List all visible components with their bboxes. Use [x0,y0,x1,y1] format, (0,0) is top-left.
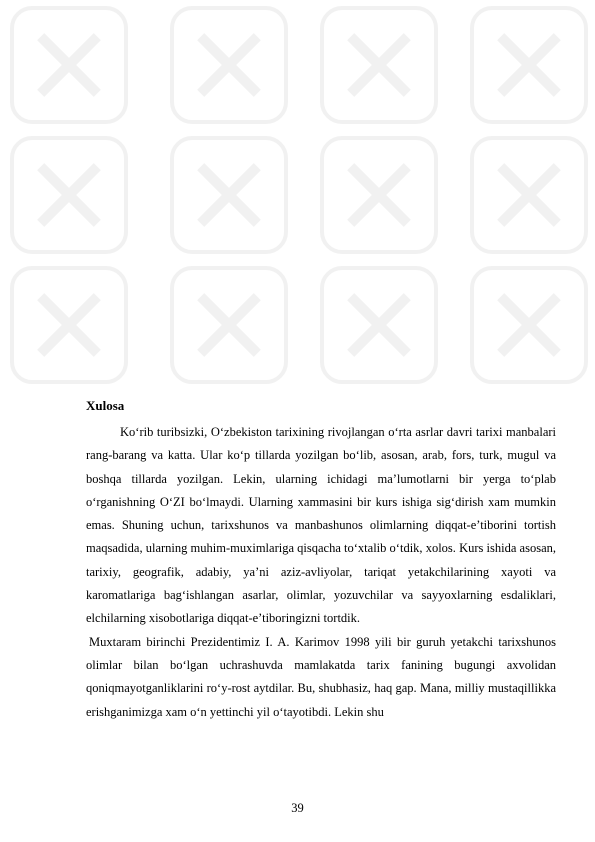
watermark-row [0,260,595,390]
watermark-icon [170,6,288,124]
watermark-icon [320,6,438,124]
watermark-icon [10,136,128,254]
paragraph-conclusion: Ko‘rib turibsizki, O‘zbekiston tarixining rivojlangan o‘rta asrlar davri tarixi manbalari rang-barang va katta. Ular ko‘p tillarda yozilgan bo‘lib, asosan, arab, fors, turk, mugul va boshqa tillarda yozilgan. Lekin, ularning ichidagi ma’lumotlarni bir yerga to‘plab o‘rganishning O‘ZI bo‘lmaydi. Ularning xammasini bir kurs ishiga sig‘dirish xam mumkin emas. Shuning uchun, tarixshunos va manbashunos olimlarning diqqat-e’tiborini tortish maqsadida, ularning muhim-muximlariga qisqacha to‘xtalib o‘tdik, xolos. Kurs ishida asosan, tarixiy, geografik, adabiy, ya’ni aziz-avliyolar, tariqat yetakchilarining xayoti va karomatlariga bag‘ishlangan asarlar, olimlar, yozuvchilar va sayyoxlarning esdaliklari, elchilarning xisobotlariga diqqat-e’tiboringizni tortdik. [86,425,556,626]
watermark-icon [10,266,128,384]
page-number: 39 [291,801,304,815]
paragraph-president: Muxtaram birinchi Prezidentimiz I. A. Karimov 1998 yili bir guruh yetakchi tarixshunos olimlar bilan bo‘lgan uchrashuvda mamlakatda tarix fanining bugungi axvolidan qoniqmayotganliklarini ro‘y-rost aytdilar. Bu, shubhasiz, haq gap. Mana, milliy mustaqillikka erishganimizga xam o‘n yettinchi yil o‘tayotibdi. Lekin shu [86,634,556,719]
watermark-icon [470,266,588,384]
watermark-icon [470,6,588,124]
watermark-row [0,0,595,130]
watermark-icon [10,6,128,124]
watermark-icon [170,136,288,254]
watermark-icon [320,136,438,254]
document-body [86,396,556,724]
section-heading: Xulosa [86,398,125,413]
watermark-icon [320,266,438,384]
watermark-icon [170,266,288,384]
watermark-icon [470,136,588,254]
watermark-row [0,130,595,260]
